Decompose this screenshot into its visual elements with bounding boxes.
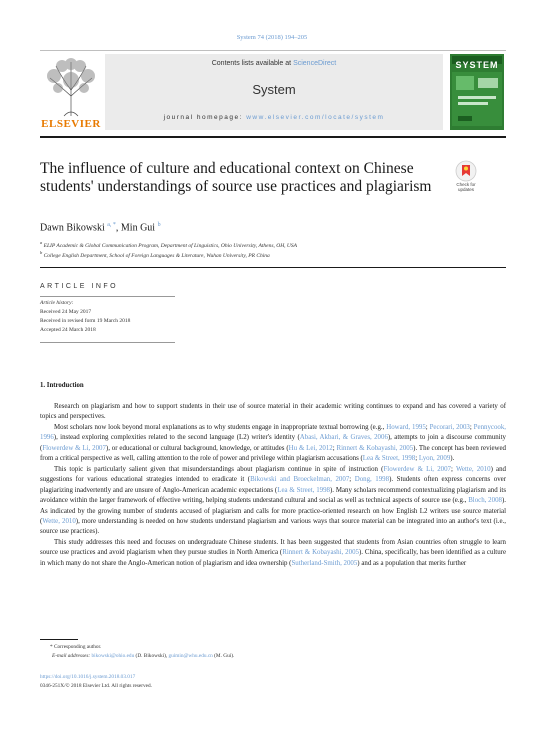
email-link[interactable]: bikowski@ohio.edu bbox=[91, 653, 135, 659]
paragraph-text: ) and as a population that merits further bbox=[357, 559, 467, 567]
section-heading: 1. Introduction bbox=[40, 382, 84, 389]
paragraph-text: This study addresses this need and focuses on undergraduate Chinese students. It has been suggested that students from Asian countries often struggle to learn source use practices and avoid plagiarism when they pursue studies in North America ( bbox=[40, 538, 506, 557]
email-owner: (D. Bikowski), bbox=[134, 653, 169, 659]
article-info-divider bbox=[40, 296, 175, 297]
author-affiliation-marks[interactable]: b bbox=[157, 222, 161, 228]
history-item: Received in revised form 19 March 2018 bbox=[40, 318, 131, 324]
paragraph-text: ; bbox=[349, 476, 355, 484]
homepage-link[interactable]: www.elsevier.com/locate/system bbox=[246, 114, 385, 121]
paragraph-text: This topic is particularly salient given that misunderstandings about plagiarism continue in spite of instruction ( bbox=[54, 465, 384, 473]
history-item: Accepted 24 March 2018 bbox=[40, 327, 96, 333]
email-link[interactable]: guimin@whu.edu.cn bbox=[168, 653, 213, 659]
citation-link[interactable]: Abasi, Akbari, & Graves, 2006 bbox=[299, 434, 388, 442]
footnote-star: * bbox=[50, 644, 54, 650]
paragraph-text: Research on plagiarism and how to support students in their use of source material in their academic writing continues to expand and has covered a variety of topics and perspectives. bbox=[40, 403, 506, 421]
homepage-prefix: journal homepage: bbox=[163, 114, 247, 121]
journal-homepage-line bbox=[105, 114, 443, 121]
citation-link[interactable]: Hu & Lei, 2012 bbox=[288, 444, 333, 452]
citation-link[interactable]: Sutherland-Smith, 2005 bbox=[291, 559, 358, 567]
corresponding-label: Corresponding author. bbox=[53, 644, 102, 650]
paragraph-text: ) and suggestions for various educational strategies intended to eradicate it ( bbox=[40, 465, 507, 484]
citation-link[interactable]: Bikowski and Broeckelman, 2007 bbox=[250, 476, 350, 484]
article-title: The influence of culture and educational context on Chinese students' understandings of source use practices and plagiarism bbox=[40, 160, 432, 195]
citation-link[interactable]: Wette, 2010 bbox=[42, 517, 76, 525]
check-for-updates-label[interactable] bbox=[450, 182, 482, 192]
citation-link[interactable]: Lea & Street, 1998 bbox=[277, 486, 330, 494]
body-paragraph bbox=[40, 423, 506, 465]
affiliation-mark: b bbox=[40, 250, 43, 255]
copyright-notice: 0346-251X/© 2018 Elsevier Ltd. All rights reserved. bbox=[40, 683, 153, 689]
journal-name: System bbox=[252, 82, 296, 97]
affiliation bbox=[40, 240, 297, 249]
article-info-divider bbox=[40, 342, 175, 343]
history-item: Received 24 May 2017 bbox=[40, 309, 92, 315]
body-text bbox=[40, 402, 506, 569]
body-paragraph bbox=[40, 402, 506, 423]
article-history-label: Article history: bbox=[40, 300, 74, 306]
citation-link[interactable]: Pennycook, 1996 bbox=[40, 423, 507, 442]
citation-link[interactable]: Lea & Street, 1998 bbox=[362, 455, 416, 463]
citation-link[interactable]: Rinnert & Kobayashi, 2005 bbox=[336, 444, 414, 452]
citation-link[interactable]: Lyon, 2009 bbox=[418, 455, 451, 463]
body-paragraph bbox=[40, 538, 506, 569]
paragraph-text: ). China, specifically, has been identified as a culture in which many do not share the Anglo-American notion of plagiarism and idea ownership ( bbox=[40, 549, 507, 567]
paragraph-text: ). Students often express concerns over plagiarizing inadvertently and are unsure of Anglo-American academic expectations ( bbox=[40, 476, 507, 494]
affiliation-mark: a bbox=[40, 240, 43, 245]
paragraph-text: ). bbox=[450, 455, 455, 463]
check-for-updates-icon[interactable] bbox=[455, 160, 477, 182]
author-name[interactable]: Dawn Bikowski bbox=[40, 222, 105, 234]
paragraph-text: ). Many scholars recommend contextualizing plagiarism and its avoidance within the larger framework of effective writing, helping students understand cultural and social as well as technical aspects of source use (e.g., bbox=[40, 486, 506, 505]
citation-link[interactable]: Flowerdew & Li, 2007 bbox=[383, 465, 451, 473]
paragraph-text: ; bbox=[425, 423, 430, 431]
paragraph-text: ). The concept has been reviewed from a critical perspective as well, calling attention to the role of power and privilege within plagiarism accusations ( bbox=[40, 444, 507, 463]
corresponding-author-note bbox=[50, 644, 101, 650]
citation-link[interactable]: Flowerdew & Li, 2007 bbox=[42, 444, 106, 452]
author-list bbox=[40, 222, 161, 233]
sciencedirect-link[interactable]: ScienceDirect bbox=[293, 60, 337, 67]
paragraph-text: ; bbox=[415, 455, 419, 463]
paragraph-text: ; bbox=[469, 423, 474, 431]
paragraph-text: Most scholars now look beyond moral explanations as to why students engage in inappropriate textual borrowing (e.g., bbox=[54, 423, 387, 431]
paragraph-text: ). As indicated by the growing number of students accused of plagiarism and calls for more practice-oriented research on how English L2 writers use source material ( bbox=[40, 497, 506, 525]
journal-reference[interactable]: System 74 (2018) 194–205 bbox=[236, 34, 308, 41]
author-affiliation-marks[interactable]: a, * bbox=[107, 222, 116, 228]
affiliation-divider bbox=[40, 267, 506, 268]
elsevier-wordmark: ELSEVIER bbox=[41, 118, 101, 130]
doi-link[interactable]: https://doi.org/10.1016/j.system.2018.03.017 bbox=[40, 674, 136, 680]
contents-prefix: Contents lists available at bbox=[211, 60, 294, 67]
citation-link[interactable]: Howard, 1995 bbox=[386, 423, 426, 431]
journal-cover-artwork bbox=[452, 72, 502, 126]
check-updates-line1: Check for bbox=[456, 182, 476, 187]
email-owner: (M. Gui). bbox=[212, 653, 235, 659]
article-info-heading: ARTICLE INFO bbox=[40, 283, 119, 290]
citation-link[interactable]: Bloch, 2008 bbox=[468, 497, 502, 505]
top-divider bbox=[40, 50, 506, 51]
header-divider bbox=[40, 136, 506, 138]
paragraph-text: ; bbox=[451, 465, 456, 473]
citation-link[interactable]: Pecorari, 2003 bbox=[429, 423, 470, 431]
email-label: E-mail addresses: bbox=[52, 653, 92, 659]
email-note bbox=[52, 653, 234, 659]
citation-link[interactable]: Rinnert & Kobayashi, 2005 bbox=[282, 549, 359, 557]
citation-link[interactable]: Dong, 1998 bbox=[354, 476, 390, 484]
author-separator: , bbox=[115, 222, 121, 234]
citation-link[interactable]: Wette, 2010 bbox=[455, 465, 491, 473]
journal-cover-title: SYSTEM bbox=[455, 60, 499, 70]
affiliation-text: ELIP Academic & Global Communication Program, Department of Linguistics, Ohio University, Athens, OH, USA bbox=[43, 242, 298, 249]
paragraph-text: ; bbox=[332, 444, 337, 452]
check-updates-line2: updates bbox=[457, 187, 474, 192]
paragraph-text: ), instead exploring complexities related to the second language (L2) writer's identity ( bbox=[53, 434, 300, 442]
paragraph-text: ), attempts to join a discourse community ( bbox=[40, 434, 506, 452]
paragraph-text: ), more understanding is needed on how students understand plagiarism and various ways that source material can be integrated into an author's text (i.e., source use practices). bbox=[40, 517, 506, 536]
contents-line bbox=[105, 60, 443, 67]
affiliation bbox=[40, 250, 270, 259]
body-paragraph bbox=[40, 465, 506, 538]
affiliation-text: College English Department, School of Foreign Languages & Literature, Wuhan University, PR China bbox=[43, 252, 270, 259]
footnote-divider bbox=[40, 639, 78, 640]
author-name[interactable]: Min Gui bbox=[120, 222, 156, 234]
paragraph-text: ), or educational or cultural background, knowledge, or attitudes ( bbox=[105, 444, 289, 452]
